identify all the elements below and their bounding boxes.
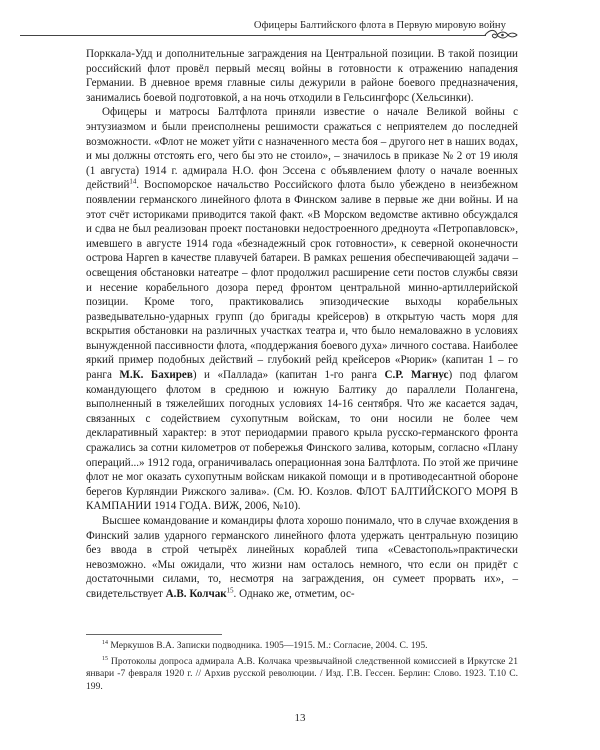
footnote-number: 14 <box>102 639 108 646</box>
footnote-14 <box>86 640 518 653</box>
bold-name-kolchak: А.В. Колчак <box>165 587 227 600</box>
footnote-number: 15 <box>102 655 108 662</box>
paragraph-text: ) и «Паллада» (капитан 1-го ранга <box>192 369 385 382</box>
paragraph <box>86 514 518 602</box>
paragraph-text: . Воспоморское начальство Российского флота было убеждено в неизбежном появлении германского линейного флота в Финском заливе в первые же дни войны. И на этот счёт историками приводится такой факт. «В Морском ведомстве активно обсуждался и сдва не был реализован проект постановки недостроенного дредноута «Петропавловск», имевшего в августе 1914 года «безнадежный срок готовности», к северной оконечности острова Наргеn в качестве плавучей батареи. В рамках решения обеспечивающей задачи – освещения обстановки натеатре – флот продолжил расширение сети постов службы связи и несение корабельного дозора перед фронтом центральной минно-артиллерийской позиции. Кроме того, практиковались эпизодические выходы корабельных разведывательно-ударных групп (до бригады крейсеров) в открытую часть моря для вскрытия обстановки на различных участках театра и, что было немаловажно в условиях вынужденной пассивности флота, «поддержания боевого духа» личного состава. Наиболее яркий пример подобных действий – глубокий рейд крейсеров «Рюрик» (капитан 1 – го ранга <box>86 179 518 382</box>
footnote-ref-14[interactable]: 14 <box>129 178 137 186</box>
paragraph-text: Высшее командование и командиры флота хорошо понимало, что в случае вхождения в Финский залив ударного германского линейного флота удержать центральную позицию без ввода в строй четырёх линейных кораблей типа «Севастополь»практически невозможно. «Мы ожидали, что жизни нам осталось немного, что если он придёт с достаточными силами, то, несмотря на заграждения, он сумеет прорвать их», – свидетельствует <box>86 515 518 600</box>
ornamental-flourish-icon <box>484 28 518 42</box>
body-text <box>86 47 518 602</box>
footnotes <box>86 640 518 696</box>
footnote-ref-15[interactable]: 15 <box>226 587 234 595</box>
paragraph <box>86 105 518 514</box>
paragraph-text: . Однако же, отметим, ос- <box>233 587 355 600</box>
page-number: 13 <box>294 712 306 724</box>
footnote-text: Протоколы допроса адмирала А.В. Колчака чрезвычайной следственной комиссией в Иркутске 21 январи -7 февраля 1920 г. // Архив русской революции. / Изд. Г.В. Гессен. Берлин: Слово. 1923. Т.10 С. 199. <box>86 655 518 692</box>
paragraph-text: Порккала-Удд и дополнительные заграждения на Центральной позиции. В такой позиции российский флот провёл первый месяц войны в готовности к отражению нападения Германии. В дневное время главные силы дежурили в районе боевого предназначения, занимались боевой подготовкой, а на ночь отходили в Гельсингфорс (Хельсинки). <box>86 48 518 104</box>
footnote-text: Меркушов В.А. Записки подводника. 1905—1915. М.: Согласие, 2004. С. 195. <box>107 640 428 651</box>
paragraph-text: ) под флагом командующего флотом в среднюю и южную Балтику до параллели Полангена, выполненный в тяжелейших погодных условиях 14-16 сентября. Что же касается задач, связанных с содействием сухопутным войскам, то они носили не более чем декларативный характер: в этот периодармии правого крыла русско-германского фронта сражались за сотни километров от побережья Финского залива, которым, согласно «Плану операций...» 1912 года, ограничивалась операционная зона Балтфлота. По этой же причине флот не мог оказать сухопутным войскам никакой помощи и в противодесантной обороне берегов Курляндии Рижского залива». (См. Ю. Козлов. ФЛОТ БАЛТИЙСКОГО МОРЯ В КАМПАНИИ 1914 ГОДА. ВИЖ, 2006, №10). <box>86 369 518 513</box>
bold-name-bakhirev: М.К. Бахирев <box>119 369 193 382</box>
running-header: Офицеры Балтийского флота в Первую мировую войну <box>253 20 506 31</box>
paragraph-text: Офицеры и матросы Балтфлота приняли известие о начале Великой войны с энтузиазмом и были преисполнены решимости сражаться с неприятелем до последней возможности. «Флот не может уйти с назначенного места боя – другого нет в наших водах, и мы должны отстоять его, чего бы это не стоило», – значилось в приказе № 2 от 19 июля (1 августа) 1914 г. адмирала Н.О. фон Эссена с объявлением флоту о начале военных действий <box>86 106 518 192</box>
footnote-rule <box>86 634 222 635</box>
paragraph <box>86 47 518 105</box>
header-rule <box>20 35 486 36</box>
footnote-15 <box>86 656 518 694</box>
bold-name-magnus: С.Р. Магнус <box>384 369 449 382</box>
